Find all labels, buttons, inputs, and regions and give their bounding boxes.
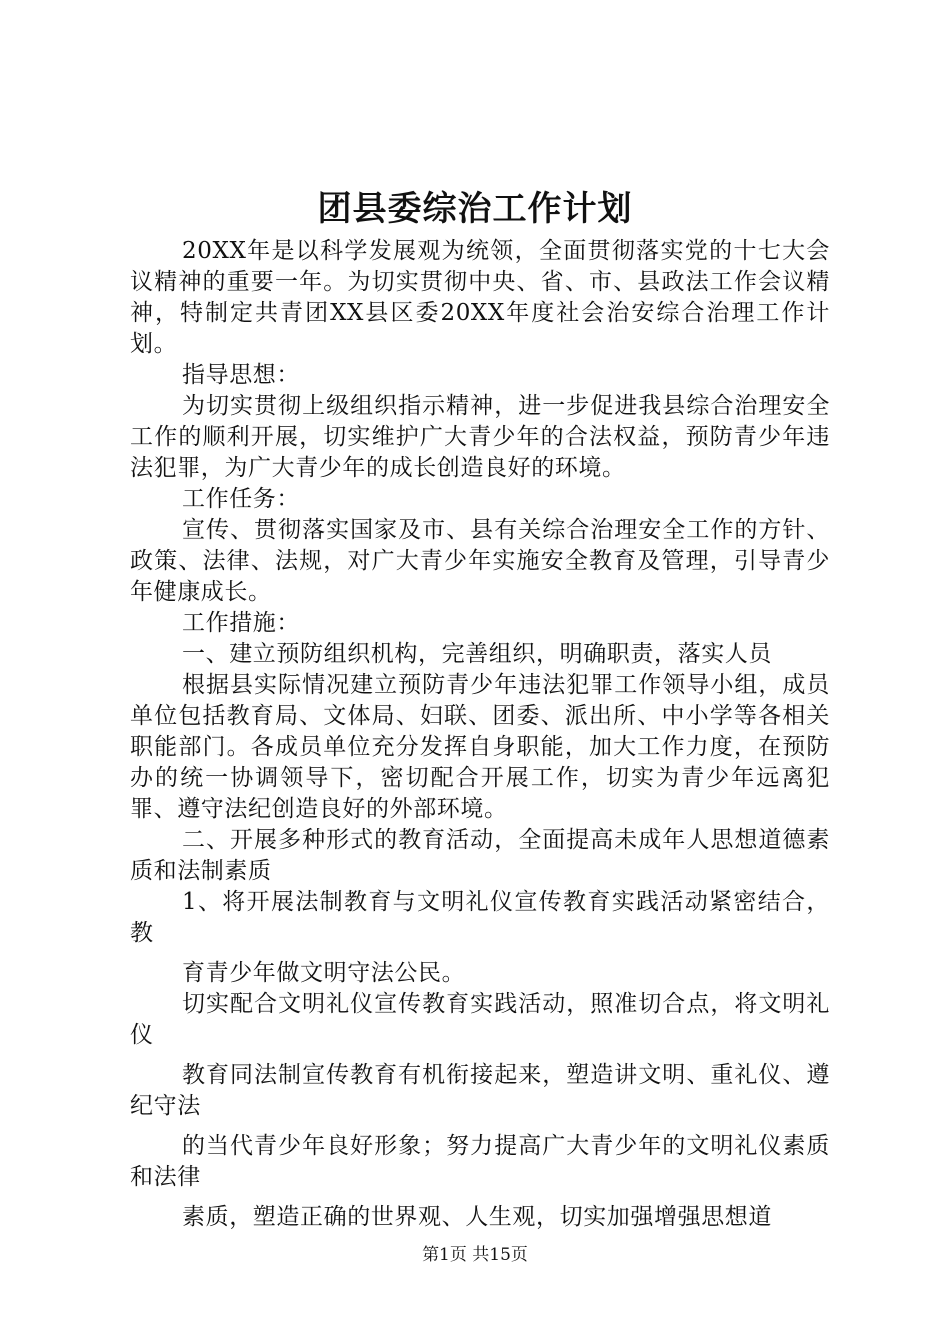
measure-two-heading: 二、开展多种形式的教育活动，全面提高未成年人思想道德素质和法制素质 bbox=[130, 827, 830, 884]
heading-guiding-thought: 指导思想： bbox=[182, 362, 300, 388]
paragraph-intro: 20XX年是以科学发展观为统领，全面贯彻落实党的十七大会议精神的重要一年。为切实贯彻中央、省、市、县政法工作会议精神，特制定共青团XX县区委20XX年度社会治安综合治理工作计划。 bbox=[130, 238, 830, 357]
heading-work-task: 工作任务： bbox=[182, 486, 300, 512]
paragraph-etiquette-3: 的当代青少年良好形象；努力提高广大青少年的文明礼仪素质和法律 bbox=[130, 1133, 830, 1190]
paragraph-guiding-thought: 为切实贯彻上级组织指示精神，进一步促进我县综合治理安全工作的顺利开展，切实维护广大青少年的合法权益，预防青少年违法犯罪，为广大青少年的成长创造良好的环境。 bbox=[130, 393, 830, 481]
paragraph-work-task: 宣传、贯彻落实国家及市、县有关综合治理安全工作的方针、政策、法律、法规，对广大青少年实施安全教育及管理，引导青少年健康成长。 bbox=[130, 517, 830, 605]
document-title: 团县委综治工作计划 bbox=[317, 189, 633, 229]
paragraph-item-1-cont: 育青少年做文明守法公民。 bbox=[182, 960, 466, 986]
page-number: 第1页 共15页 bbox=[422, 1245, 528, 1265]
heading-work-measures: 工作措施： bbox=[182, 610, 300, 636]
paragraph-etiquette-4: 素质，塑造正确的世界观、人生观，切实加强增强思想道 bbox=[182, 1204, 772, 1230]
measure-one-heading: 一、建立预防组织机构，完善组织，明确职责，落实人员 bbox=[182, 641, 772, 667]
document-body bbox=[130, 236, 830, 1233]
paragraph-item-1: 1、将开展法制教育与文明礼仪宣传教育实践活动紧密结合，教 bbox=[130, 889, 830, 946]
paragraph-etiquette-2: 教育同法制宣传教育有机衔接起来，塑造讲文明、重礼仪、遵纪守法 bbox=[130, 1062, 830, 1119]
paragraph-etiquette-1: 切实配合文明礼仪宣传教育实践活动，照准切合点，将文明礼仪 bbox=[130, 991, 830, 1048]
paragraph-measure-one: 根据县实际情况建立预防青少年违法犯罪工作领导小组，成员单位包括教育局、文体局、妇联、团委、派出所、中小学等各相关职能部门。各成员单位充分发挥自身职能，加大工作力度，在预防办的统一协调领导下，密切配合开展工作，切实为青少年远离犯罪、遵守法纪创造良好的外部环境。 bbox=[130, 672, 830, 822]
